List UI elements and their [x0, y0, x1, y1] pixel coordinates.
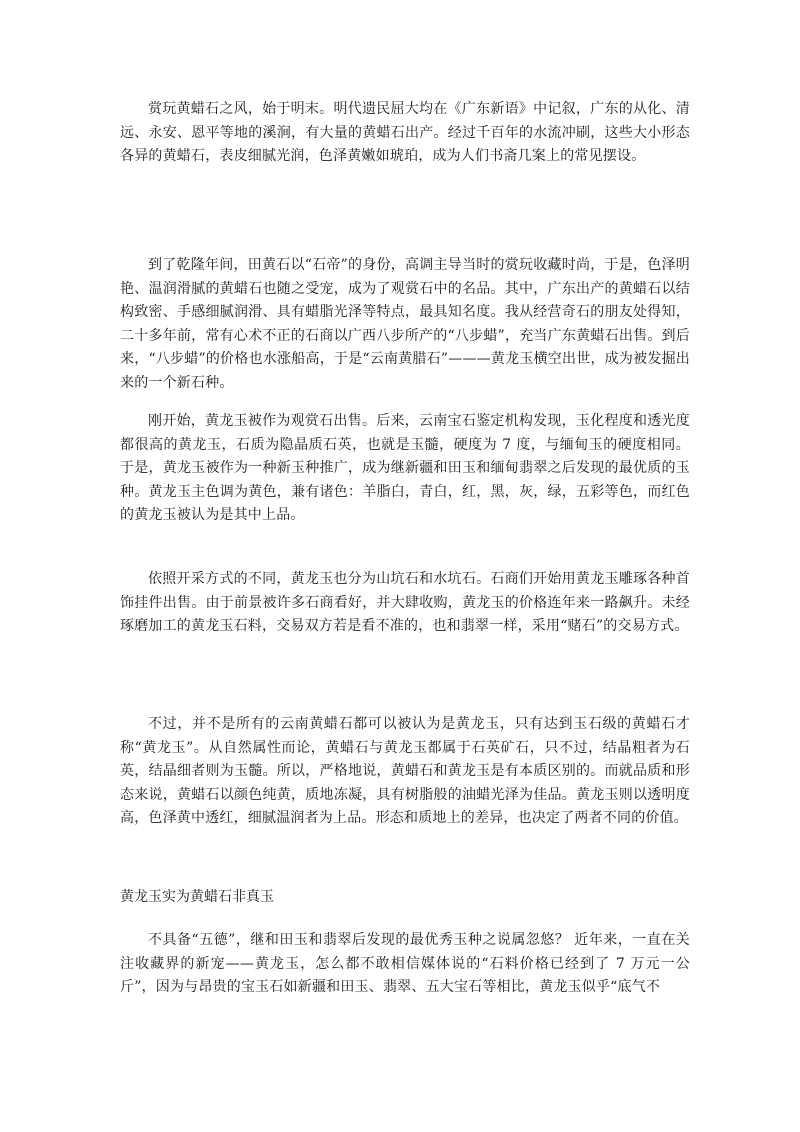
paragraph-origin-of-yellow-wax-stone: 赏玩黄蜡石之风，始于明末。明代遗民屈大均在《广东新语》中记叙，广东的从化、清远、永安、恩平等地的溪涧，有大量的黄蜡石出产。经过千百年的水流冲刷，这些大小形态各异的黄蜡石，表皮细腻光润，色泽黄嫩如琥珀，成为人们书斋几案上的常见摆设。: [120, 101, 690, 164]
paragraph-five-virtues: 不具备“五德”，继和田玉和翡翠后发现的最优秀玉种之说属忽悠？ 近年来，一直在关注收藏界的新宠——黄龙玉，怎么都不敢相信媒体说的“石料价格已经到了 7 万元一公斤”，因为与昂贵的宝玉石如新疆和田玉、翡翠、五大宝石等相比，黄龙玉似乎“底气不: [120, 932, 690, 995]
paragraph-qianlong-era: 到了乾隆年间，田黄石以“石帝”的身份，高调主导当时的赏玩收藏时尚，于是，色泽明艳、温润滑腻的黄蜡石也随之受宠，成为了观赏石中的名品。其中，广东出产的黄蜡石以结构致密、手感细腻润滑、具有蜡脂光泽等特点，最具知名度。我从经营奇石的朋友处得知，二十多年前，常有心术不正的石商以广西八步所产的“八步蜡”，充当广东黄蜡石出售。到后来，“八步蜡”的价格也水涨船高，于是“云南黄腊石”———黄龙玉横空出世，成为被发掘出来的一个新石种。: [120, 257, 690, 391]
paragraph-mining-methods: 依照开采方式的不同，黄龙玉也分为山坑石和水坑石。石商们开始用黄龙玉雕琢各种首饰挂件出售。由于前景被许多石商看好，并大肆收购，黄龙玉的价格连年来一路飙升。未经琢磨加工的黄龙玉石料，交易双方若是看不准的，也和翡翠一样，采用“赌石”的交易方式。: [120, 571, 690, 634]
section-heading: 黄龙玉实为黄蜡石非真玉: [120, 889, 274, 905]
paragraph-identification-as-jade: 刚开始，黄龙玉被作为观赏石出售。后来，云南宝石鉴定机构发现，玉化程度和透光度都很高的黄龙玉，石质为隐晶质石英，也就是玉髓，硬度为 7 度，与缅甸玉的硬度相同。于是，黄龙玉被作为一种新玉种推广，成为继新疆和田玉和缅甸翡翠之后发现的最优质的玉种。黄龙玉主色调为黄色，兼有诸色：羊脂白，青白，红，黑，灰，绿，五彩等色，而红色的黄龙玉被认为是其中上品。: [120, 413, 690, 523]
paragraph-wax-stone-vs-jade: 不过，并不是所有的云南黄蜡石都可以被认为是黄龙玉，只有达到玉石级的黄蜡石才称“黄龙玉”。从自然属性而论，黄蜡石与黄龙玉都属于石英矿石，只不过，结晶粗者为石英，结晶细者则为玉髓。所以，严格地说，黄蜡石和黄龙玉是有本质区别的。而就品质和形态来说，黄蜡石以颜色纯黄，质地冻凝，具有树脂般的油蜡光泽为佳品。黄龙玉则以透明度高，色泽黄中透红，细腻温润者为上品。形态和质地上的差异，也决定了两者不同的价值。: [120, 716, 690, 826]
